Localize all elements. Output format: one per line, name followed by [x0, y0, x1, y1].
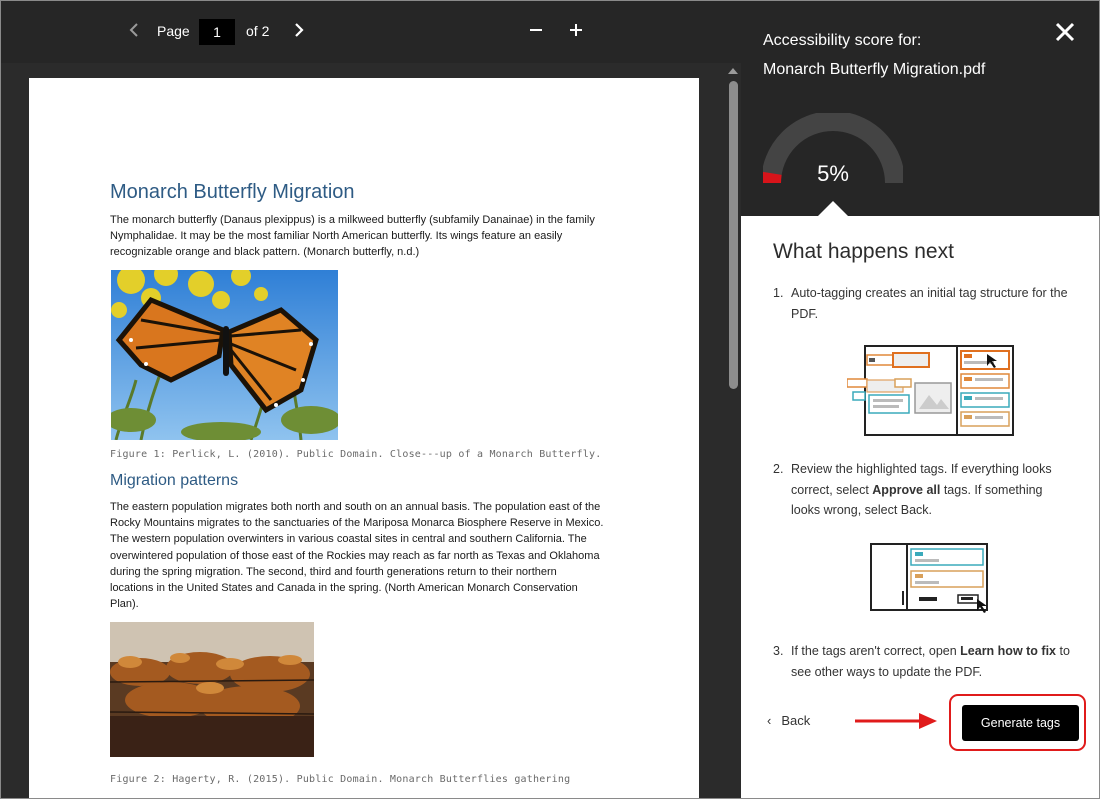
step-number: 2. [773, 462, 784, 476]
back-label: Back [781, 713, 811, 728]
chevron-right-icon [293, 22, 305, 38]
section-heading: Migration patterns [110, 472, 239, 489]
zoom-in-button[interactable] [568, 22, 584, 42]
close-button[interactable] [1053, 20, 1077, 44]
text-line: The western population overwinters in various coastal sites in central and southern California. The [110, 533, 587, 546]
chevron-left-icon [128, 22, 140, 38]
text-line: locations in the United States and Canada in the spring. (North American Monarch Conservation [110, 582, 578, 595]
step-text-part: If the tags aren't correct, open [791, 644, 961, 658]
step-text-part: Review the highlighted tags. If everything looks correct, select [791, 462, 1052, 497]
text-line: during the spring migration. The second, third and fourth generations return to their northern [110, 565, 557, 578]
pdf-viewer [1, 1, 741, 799]
auto-tagging-illustration [847, 341, 1015, 439]
intro-paragraph [110, 212, 625, 261]
section-title: What happens next [773, 240, 954, 263]
score-header [741, 1, 1100, 216]
scrollbar-thumb[interactable] [729, 81, 738, 389]
step-1 [773, 283, 1073, 324]
score-percentage: 5% [817, 161, 849, 186]
file-name: Monarch Butterfly Migration.pdf [763, 61, 986, 78]
step-number: 3. [773, 644, 784, 658]
step-number: 1. [773, 286, 784, 300]
approve-all-emphasis: Approve all [872, 482, 941, 497]
panel-pointer [817, 201, 849, 217]
migration-paragraph [110, 499, 625, 612]
learn-how-to-fix-emphasis: Learn how to fix [960, 644, 1056, 658]
document-title: Monarch Butterfly Migration [110, 181, 355, 203]
step-text [791, 459, 1073, 521]
step-text: Auto-tagging creates an initial tag structure for the PDF. [791, 286, 1068, 321]
review-tags-illustration [869, 541, 991, 615]
minus-icon [528, 22, 544, 38]
generate-tags-button[interactable]: Generate tags [962, 705, 1079, 741]
text-line: Rocky Mountains migrates to the sanctuaries of the Mariposa Monarca Biosphere Reserve in Mexico. [110, 517, 604, 530]
text-line: Plan). [110, 598, 139, 611]
step-text [791, 641, 1073, 682]
text-line: overwintered population of those east of the Rockies may reach as far north as Texas and Oklahoma [110, 549, 600, 562]
text-line: Nymphalidae. It may be the most familiar North American butterfly. Its wings feature an easily [110, 230, 563, 243]
step-3 [773, 641, 1073, 682]
accessibility-panel [741, 1, 1100, 799]
text-line: recognizable orange and black pattern. (Monarch butterfly, n.d.) [110, 246, 420, 259]
close-icon [1053, 20, 1077, 44]
text-line: The eastern population migrates both north and south on an annual basis. The population east of the [110, 501, 601, 513]
chevron-left-icon: ‹ [767, 713, 772, 728]
monarch-butterfly-photo [111, 270, 338, 440]
viewer-toolbar [1, 1, 741, 63]
figure-2-caption: Figure 2: Hagerty, R. (2015). Public Domain. Monarch Butterflies gathering [110, 774, 571, 785]
page-number-input[interactable] [199, 19, 235, 45]
score-label: Accessibility score for: [763, 32, 922, 49]
pdf-page [29, 78, 699, 799]
step-2 [773, 459, 1073, 521]
page-label: Page [157, 23, 190, 39]
back-button[interactable] [767, 713, 810, 728]
plus-icon [568, 22, 584, 38]
scroll-up-arrow-icon[interactable] [728, 68, 738, 74]
prev-page-button[interactable] [128, 22, 140, 42]
page-count: of 2 [246, 23, 270, 39]
red-arrow-annotation [853, 709, 941, 733]
next-page-button[interactable] [293, 22, 305, 42]
step-text-part: to see other ways to update the PDF. [791, 644, 1070, 679]
text-line: The monarch butterfly (Danaus plexippus) is a milkweed butterfly (subfamily Danainae) in the family [110, 214, 595, 226]
step-text-part: tags. If something looks wrong, select Back. [791, 482, 1043, 517]
figure-1-caption: Figure 1: Perlick, L. (2010). Public Domain. Close---up of a Monarch Butterfly. [110, 449, 602, 460]
monarch-gathering-photo [110, 622, 314, 757]
zoom-out-button[interactable] [528, 22, 544, 42]
